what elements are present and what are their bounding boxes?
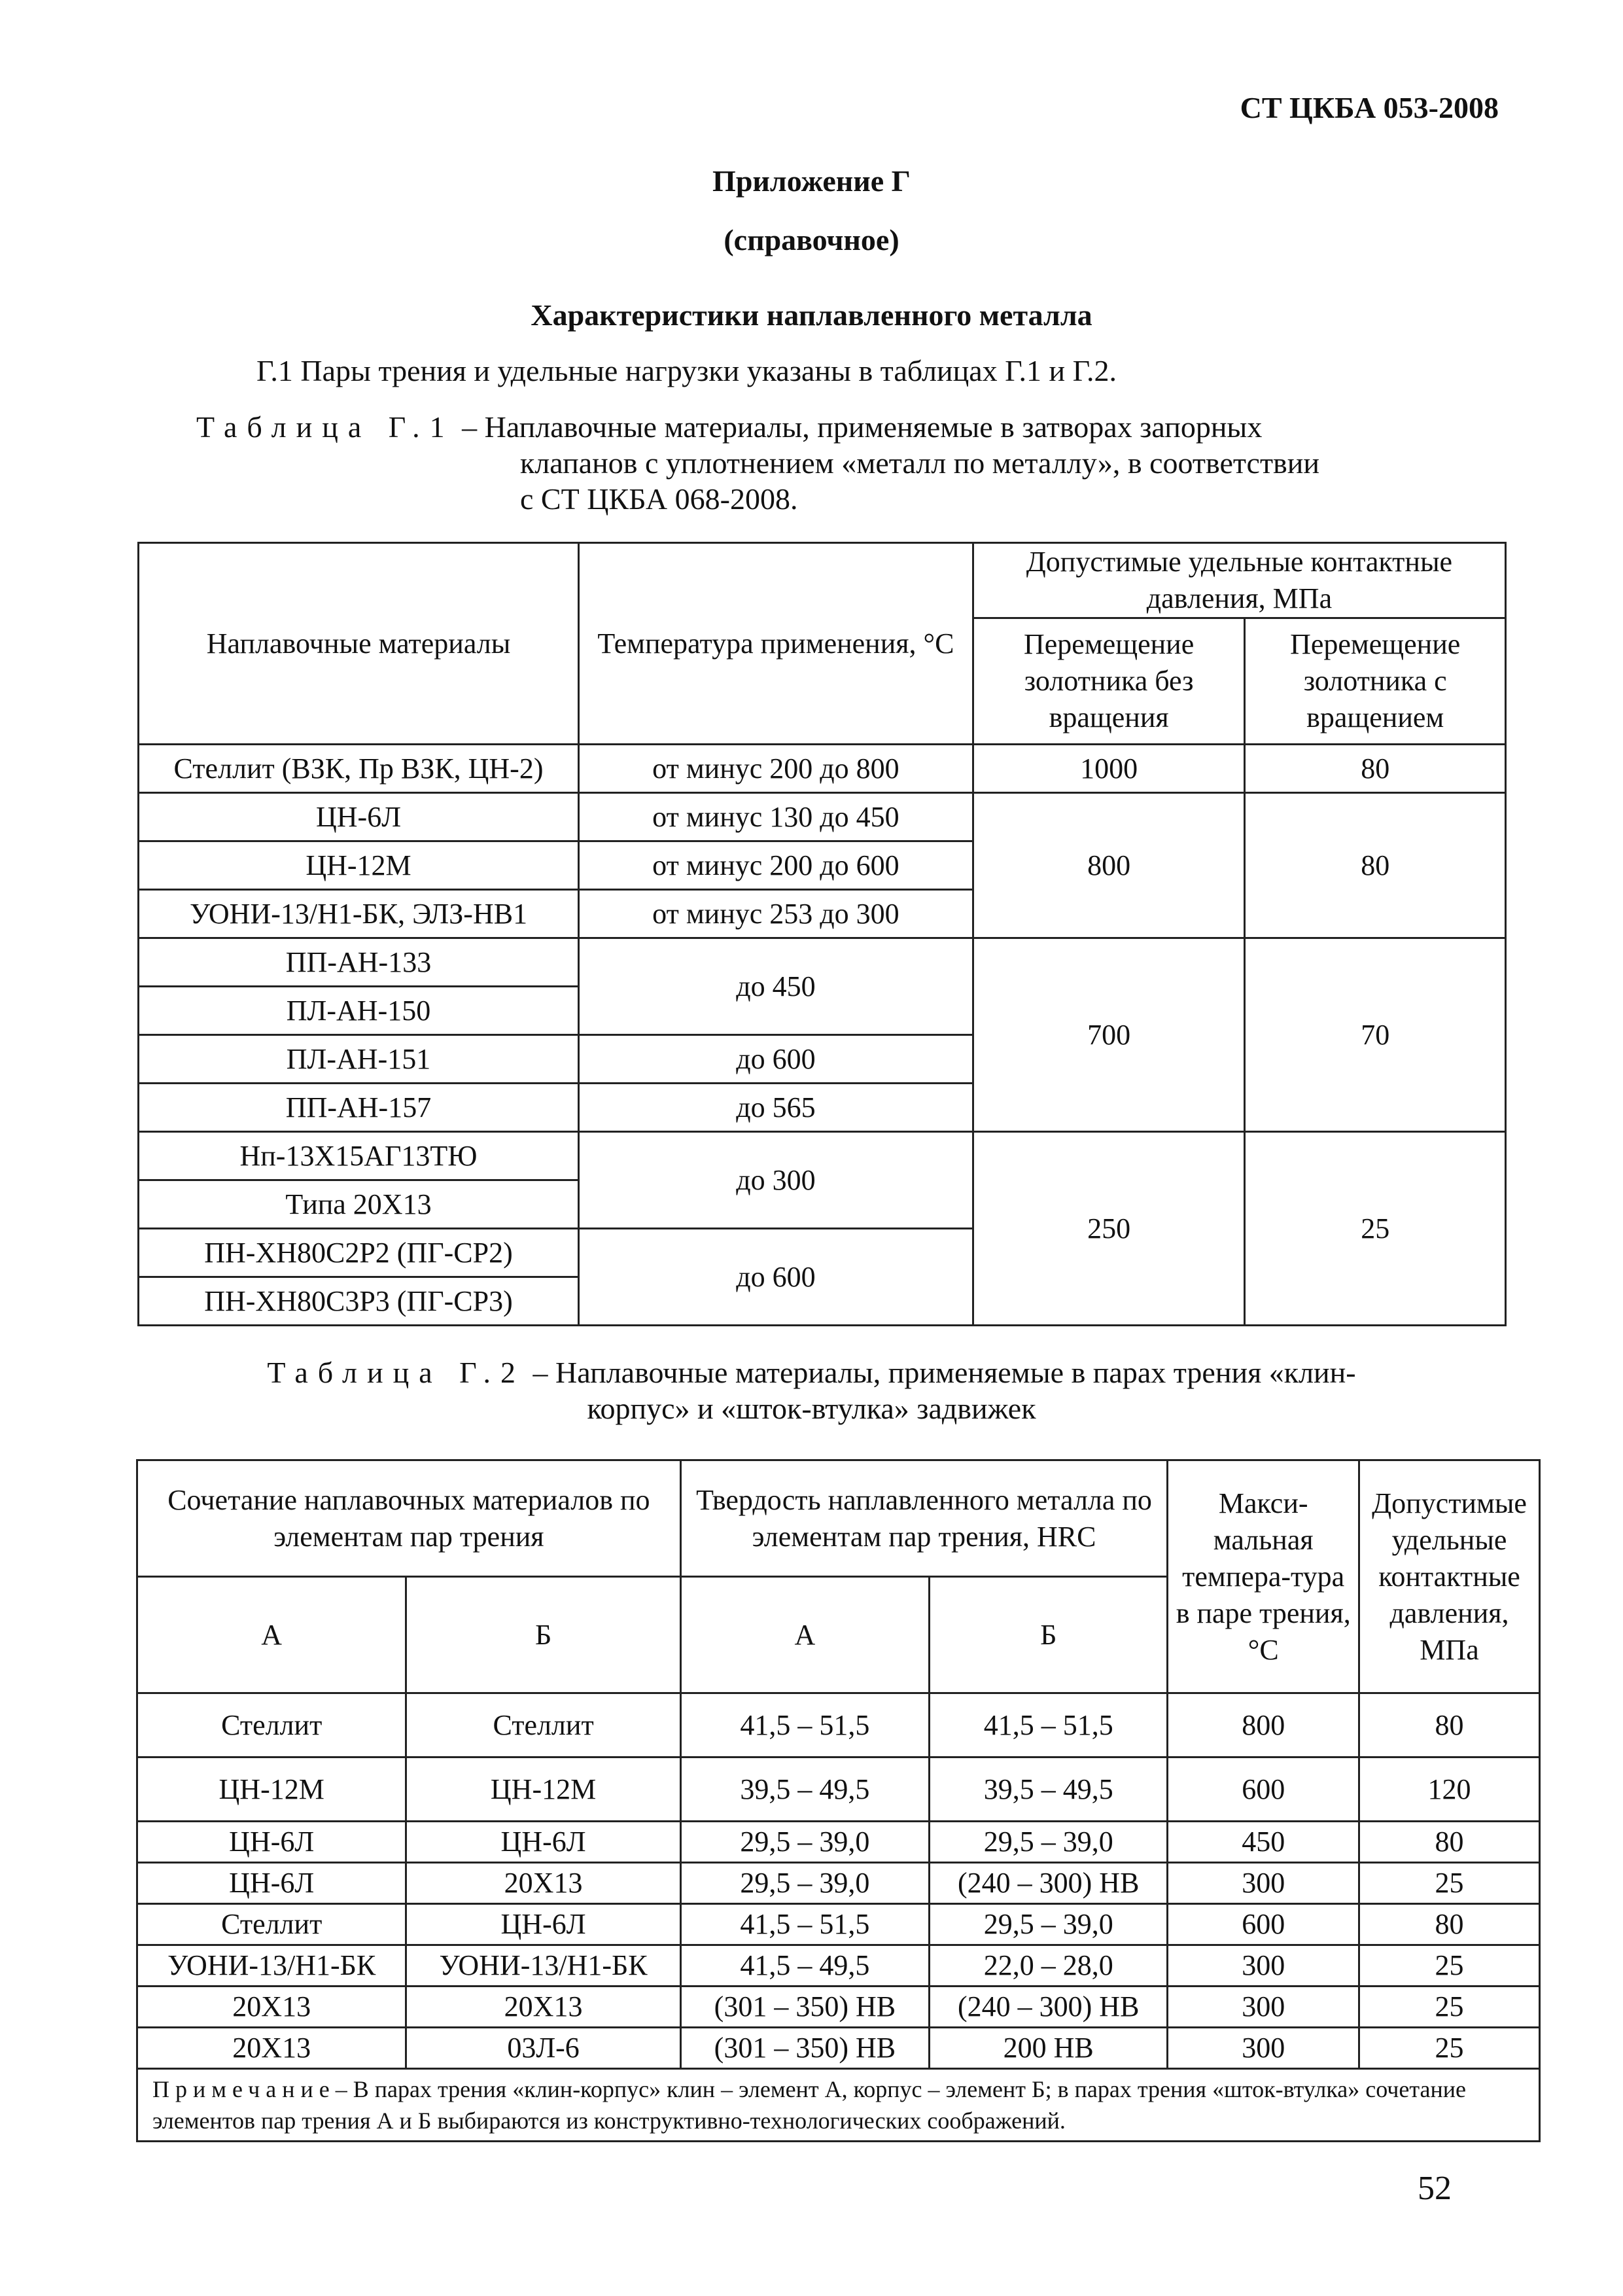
table2-header-combination: Сочетание наплавочных материалов по элементам пар трения xyxy=(137,1460,681,1577)
table2-cell: 29,5 – 39,0 xyxy=(680,1822,929,1863)
intro-paragraph: Г.1 Пары трения и удельные нагрузки указаны в таблицах Г.1 и Г.2. xyxy=(256,354,1117,387)
table2-cell: Стеллит xyxy=(406,1693,680,1757)
table2-note-label: Примечание xyxy=(152,2076,336,2102)
table1-temperature: до 300 xyxy=(579,1132,973,1229)
table2-cell: 41,5 – 51,5 xyxy=(680,1693,929,1757)
table1-pressure-no-rotation: 800 xyxy=(973,793,1245,938)
table1-pressure-with-rotation: 25 xyxy=(1245,1132,1506,1326)
table2-cell: 80 xyxy=(1359,1904,1540,1945)
table2-cell: 29,5 – 39,0 xyxy=(930,1904,1168,1945)
table2-cell: 450 xyxy=(1168,1822,1359,1863)
table1-pressure-with-rotation: 70 xyxy=(1245,938,1506,1132)
table2-header-pressure: Допустимые удельные контактные давления, МПа xyxy=(1359,1460,1540,1693)
table1-header-with-rotation: Перемещение золотника с вращением xyxy=(1245,618,1506,745)
table2-cell: 41,5 – 49,5 xyxy=(680,1945,929,1987)
table1-temperature: от минус 200 до 800 xyxy=(579,745,973,793)
table2-cell: 600 xyxy=(1168,1757,1359,1822)
table1-temperature: до 600 xyxy=(579,1229,973,1326)
table2-caption xyxy=(0,1354,1623,1426)
table1-material: УОНИ-13/Н1-БК, ЭЛЗ-НВ1 xyxy=(139,890,579,938)
table2-cell: Стеллит xyxy=(137,1693,406,1757)
table2-cell: ЦН-6Л xyxy=(406,1904,680,1945)
table2-cell: 200 НВ xyxy=(930,2028,1168,2069)
table1-temperature: от минус 200 до 600 xyxy=(579,841,973,890)
table2-cell: (301 – 350) НВ xyxy=(680,2028,929,2069)
table2-cell: 29,5 – 39,0 xyxy=(680,1863,929,1904)
table2-cell: 25 xyxy=(1359,2028,1540,2069)
table2-cell: 80 xyxy=(1359,1822,1540,1863)
table1-pressure-no-rotation: 1000 xyxy=(973,745,1245,793)
table2-cell: 41,5 – 51,5 xyxy=(930,1693,1168,1757)
table2-header-a: А xyxy=(137,1577,406,1693)
table2-cell: 300 xyxy=(1168,1987,1359,2028)
table2-cell: 20Х13 xyxy=(137,2028,406,2069)
table2-cell: 20Х13 xyxy=(406,1863,680,1904)
table2-cell: 300 xyxy=(1168,1863,1359,1904)
table1-material: ЦН-12М xyxy=(139,841,579,890)
table1-material: Типа 20Х13 xyxy=(139,1180,579,1229)
table2-cell: 22,0 – 28,0 xyxy=(930,1945,1168,1987)
table1-pressure-no-rotation: 700 xyxy=(973,938,1245,1132)
table1-material: ЦН-6Л xyxy=(139,793,579,841)
table2-note-text: – В парах трения «клин-корпус» клин – элемент А, корпус – элемент Б; в парах трения «шток-втулка» сочетание элементов пар трения А и Б выбираются из конструктивно-технологических соображений. xyxy=(152,2076,1467,2134)
table2-cell: ЦН-6Л xyxy=(406,1822,680,1863)
table1-material: Стеллит (ВЗК, Пр ВЗК, ЦН-2) xyxy=(139,745,579,793)
table2 xyxy=(136,1459,1541,2142)
table1-material: ПЛ-АН-151 xyxy=(139,1035,579,1084)
appendix-title: Приложение Г xyxy=(712,164,911,198)
table1-material: Нп-13Х15АГ13ТЮ xyxy=(139,1132,579,1180)
table1-material: ПН-ХН80С2Р2 (ПГ-СР2) xyxy=(139,1229,579,1277)
table1-pressure-with-rotation: 80 xyxy=(1245,793,1506,938)
table1-material: ПП-АН-157 xyxy=(139,1084,579,1132)
table1-material: ПП-АН-133 xyxy=(139,938,579,987)
table1-temperature: от минус 130 до 450 xyxy=(579,793,973,841)
table2-cell: 39,5 – 49,5 xyxy=(680,1757,929,1822)
document-code: СТ ЦКБА 053-2008 xyxy=(1240,91,1499,124)
table1-caption-text-2: клапанов с уплотнением «металл по металлу», в соответствии xyxy=(520,446,1320,480)
table2-cell: 25 xyxy=(1359,1863,1540,1904)
table1-caption-label: Таблица Г.1 xyxy=(196,410,455,444)
table2-cell: ЦН-6Л xyxy=(137,1863,406,1904)
table1-temperature: от минус 253 до 300 xyxy=(579,890,973,938)
table1-temperature: до 600 xyxy=(579,1035,973,1084)
table2-cell: 41,5 – 51,5 xyxy=(680,1904,929,1945)
table2-cell: ЦН-12М xyxy=(406,1757,680,1822)
table1-header-materials: Наплавочные материалы xyxy=(139,543,579,745)
table1-caption-text-3: с СТ ЦКБА 068-2008. xyxy=(520,482,798,516)
table1-caption xyxy=(196,409,1319,517)
table2-header-a: А xyxy=(680,1577,929,1693)
table2-header-b: Б xyxy=(406,1577,680,1693)
table2-cell: 600 xyxy=(1168,1904,1359,1945)
table2-cell: 300 xyxy=(1168,1945,1359,1987)
section-title: Характеристики наплавленного металла xyxy=(531,298,1092,332)
table1 xyxy=(137,542,1507,1326)
table2-cell: (240 – 300) НВ xyxy=(930,1987,1168,2028)
table1-pressure-with-rotation: 80 xyxy=(1245,745,1506,793)
table2-cell: 25 xyxy=(1359,1945,1540,1987)
table2-cell: (240 – 300) НВ xyxy=(930,1863,1168,1904)
table2-cell: (301 – 350) НВ xyxy=(680,1987,929,2028)
table2-cell: 80 xyxy=(1359,1693,1540,1757)
page-number: 52 xyxy=(1418,2170,1452,2207)
table2-caption-text-2: корпус» и «шток-втулка» задвижек xyxy=(587,1392,1036,1425)
table2-cell: ЦН-12М xyxy=(137,1757,406,1822)
appendix-subtitle: (справочное) xyxy=(724,223,899,256)
table2-cell: 03Л-6 xyxy=(406,2028,680,2069)
table2-caption-text-1: – Наплавочные материалы, применяемые в парах трения «клин- xyxy=(532,1356,1356,1389)
table2-cell: ЦН-6Л xyxy=(137,1822,406,1863)
table1-header-pressure: Допустимые удельные контактные давления, МПа xyxy=(973,543,1505,618)
table2-header-hardness: Твердость наплавленного металла по элементам пар трения, HRC xyxy=(680,1460,1168,1577)
table1-material: ПЛ-АН-150 xyxy=(139,987,579,1035)
table1-temperature: до 565 xyxy=(579,1084,973,1132)
table1-header-temperature: Температура применения, °C xyxy=(579,543,973,745)
table2-cell: 800 xyxy=(1168,1693,1359,1757)
table2-cell: УОНИ-13/Н1-БК xyxy=(137,1945,406,1987)
table2-note xyxy=(137,2069,1540,2142)
table1-header-no-rotation: Перемещение золотника без вращения xyxy=(973,618,1245,745)
table1-temperature: до 450 xyxy=(579,938,973,1035)
table2-header-b: Б xyxy=(930,1577,1168,1693)
table1-pressure-no-rotation: 250 xyxy=(973,1132,1245,1326)
table2-cell: 29,5 – 39,0 xyxy=(930,1822,1168,1863)
table2-cell: 39,5 – 49,5 xyxy=(930,1757,1168,1822)
table2-cell: 25 xyxy=(1359,1987,1540,2028)
table2-header-max-temp: Макси-мальная темпера-тура в паре трения, °C xyxy=(1168,1460,1359,1693)
table2-cell: 20Х13 xyxy=(406,1987,680,2028)
table2-cell: УОНИ-13/Н1-БК xyxy=(406,1945,680,1987)
table2-cell: 300 xyxy=(1168,2028,1359,2069)
table2-cell: Стеллит xyxy=(137,1904,406,1945)
table2-caption-label: Таблица Г.2 xyxy=(267,1356,526,1389)
table2-cell: 120 xyxy=(1359,1757,1540,1822)
table2-cell: 20Х13 xyxy=(137,1987,406,2028)
table1-caption-text-1: – Наплавочные материалы, применяемые в затворах запорных xyxy=(462,410,1263,444)
table1-material: ПН-ХН80С3Р3 (ПГ-СР3) xyxy=(139,1277,579,1326)
